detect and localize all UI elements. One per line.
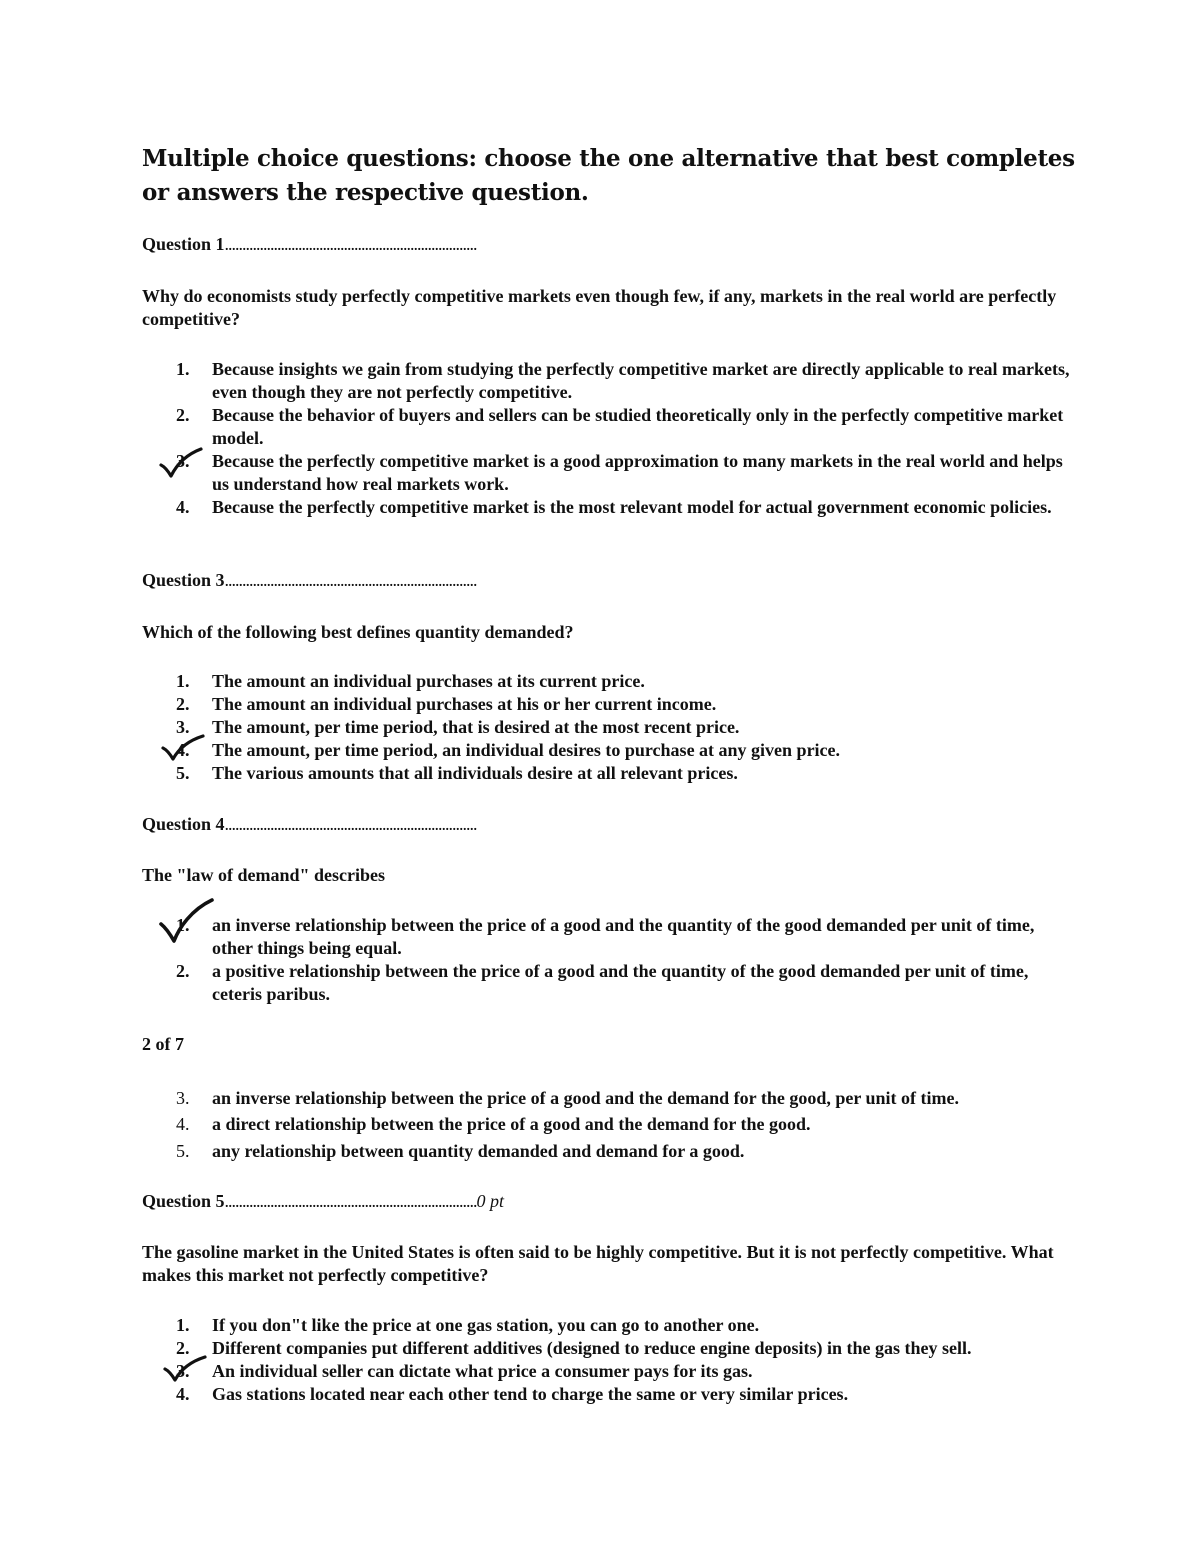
question-3-header — [142, 568, 477, 592]
question-dots: ........................................................................ — [224, 234, 477, 254]
option-number: 2. — [176, 1338, 190, 1358]
option-text: Because the perfectly competitive market is the most relevant model for actual government economic policies. — [212, 497, 1052, 517]
question-points: 0 pt — [476, 1191, 505, 1211]
question-4-header — [142, 812, 477, 836]
option-text: The amount, per time period, an individual desires to purchase at any given price. — [212, 740, 841, 760]
option-number: 1. — [176, 359, 190, 379]
question-dots: ........................................................................ — [224, 1191, 477, 1211]
option-text: Gas stations located near each other tend to charge the same or very similar prices. — [212, 1384, 849, 1404]
option-text: An individual seller can dictate what price a consumer pays for its gas. — [212, 1361, 753, 1381]
option-number: 4. — [176, 740, 190, 760]
option-number: 5. — [176, 1141, 190, 1161]
option-text: Because the perfectly competitive market is a good approximation to many markets in the real world and helps us understand how real markets work. — [212, 451, 1063, 494]
question-label: Question 4 — [142, 814, 225, 834]
option-number: 1. — [176, 1315, 190, 1335]
question-1-header — [142, 232, 477, 256]
option-text: Because insights we gain from studying the perfectly competitive market are directly applicable to real markets, even though they are not perfectly competitive. — [212, 359, 1070, 402]
question-1-text: Why do economists study perfectly competitive markets even though few, if any, markets in the real world are perfectly competitive? — [142, 286, 1057, 329]
question-label: Question 5 — [142, 1191, 225, 1211]
option-number: 2. — [176, 405, 190, 425]
option-number: 3. — [176, 1088, 190, 1108]
option-number: 1. — [176, 671, 190, 691]
option-text: an inverse relationship between the price of a good and the quantity of the good demanded per unit of time, other things being equal. — [212, 915, 1035, 958]
option-number: 3. — [176, 717, 190, 737]
option-text: Because the behavior of buyers and sellers can be studied theoretically only in the perfectly competitive market model. — [212, 405, 1064, 448]
option-text: The amount, per time period, that is desired at the most recent price. — [212, 717, 740, 737]
option-text: Different companies put different additives (designed to reduce engine deposits) in the gas they sell. — [212, 1338, 972, 1358]
option-number: 1. — [176, 915, 190, 935]
option-number: 5. — [176, 763, 190, 783]
check-mark-icon — [158, 446, 204, 480]
option-number: 2. — [176, 694, 190, 714]
check-mark-icon — [157, 896, 215, 946]
question-dots: ........................................................................ — [224, 814, 477, 834]
check-mark-icon — [160, 733, 206, 763]
option-number: 4. — [176, 1384, 190, 1404]
option-text: any relationship between quantity demanded and demand for a good. — [212, 1141, 745, 1161]
option-text: a direct relationship between the price of a good and the demand for the good. — [212, 1114, 811, 1134]
question-5-header — [142, 1189, 504, 1213]
option-number: 4. — [176, 497, 190, 517]
page-title: Multiple choice questions: choose the one alternative that best completes or answers the respective question. — [142, 145, 1075, 206]
option-number: 4. — [176, 1114, 190, 1134]
question-3-text: Which of the following best defines quantity demanded? — [142, 622, 574, 642]
question-dots: ........................................................................ — [224, 570, 477, 590]
option-text: If you don"t like the price at one gas station, you can go to another one. — [212, 1315, 760, 1335]
option-text: The various amounts that all individuals desire at all relevant prices. — [212, 763, 738, 783]
option-text: an inverse relationship between the price of a good and the demand for the good, per unit of time. — [212, 1088, 959, 1108]
option-number: 3. — [176, 1361, 190, 1381]
question-4-text: The "law of demand" describes — [142, 865, 385, 885]
option-text: The amount an individual purchases at its current price. — [212, 671, 645, 691]
option-text: a positive relationship between the price of a good and the quantity of the good demanded per unit of time, ceteris paribus. — [212, 961, 1029, 1004]
option-number: 2. — [176, 961, 190, 981]
question-label: Question 3 — [142, 570, 225, 590]
option-text: The amount an individual purchases at his or her current income. — [212, 694, 717, 714]
page-number: 2 of 7 — [142, 1034, 184, 1054]
question-5-text: The gasoline market in the United States is often said to be highly competitive. But it is not perfectly competitive. What makes this market not perfectly competitive? — [142, 1242, 1054, 1285]
option-number: 3. — [176, 451, 190, 471]
question-label: Question 1 — [142, 234, 225, 254]
check-mark-icon — [162, 1354, 208, 1384]
